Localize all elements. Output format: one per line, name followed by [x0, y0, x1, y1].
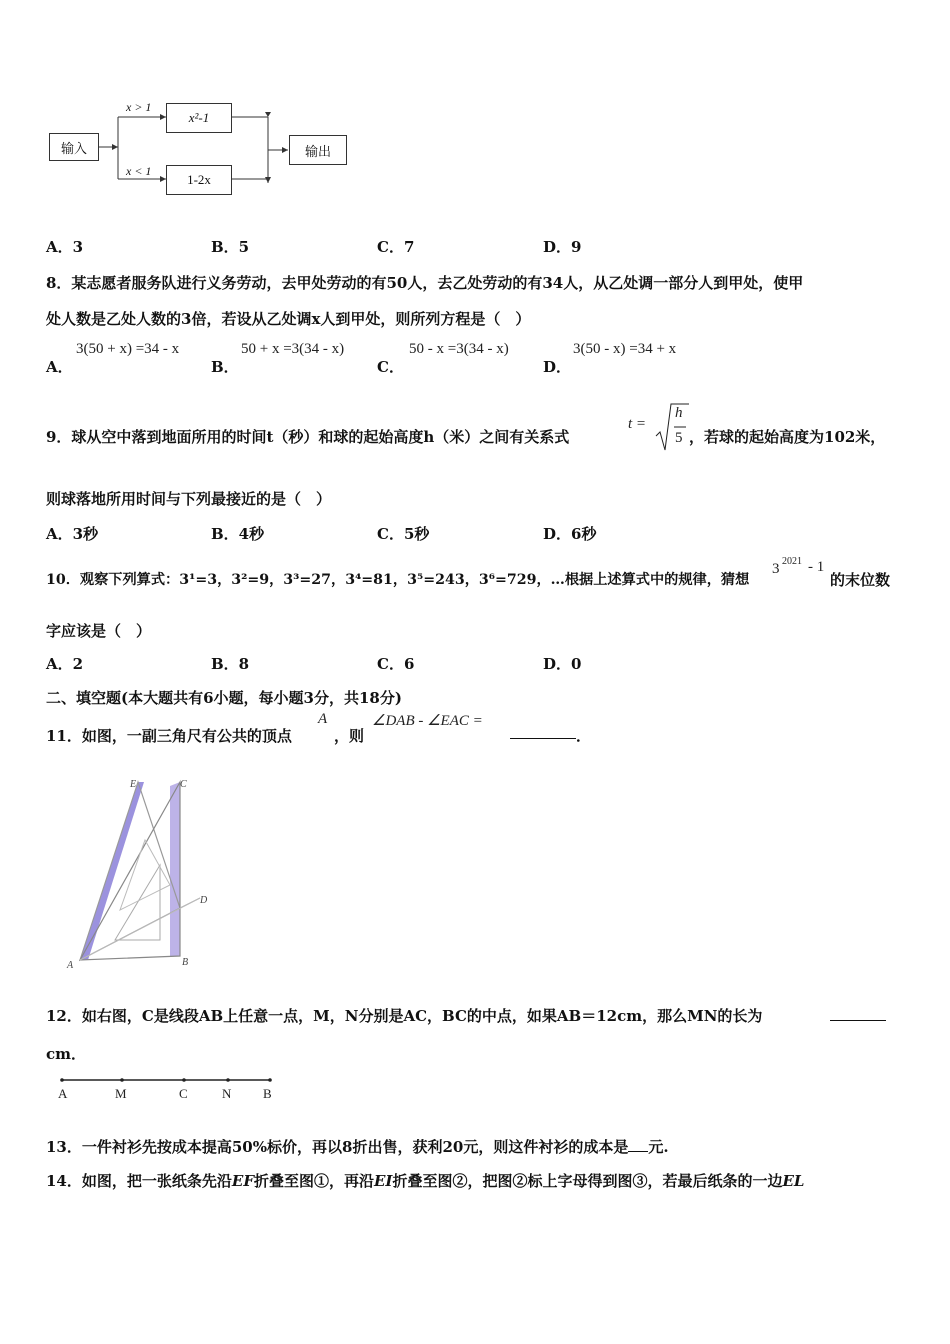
- q8-line2: 处人数是乙处人数的3倍，若设从乙处调x人到甲处，则所列方程是（ ）: [46, 310, 531, 328]
- q11-formula: ∠DAB - ∠EAC =: [372, 713, 483, 729]
- q10-power-exp: 2021: [782, 556, 802, 567]
- q9-option-a: A．3秒: [46, 525, 99, 543]
- condition-bottom: x < 1: [126, 164, 152, 178]
- point-b: B: [263, 1086, 272, 1101]
- q12-line1: 12．如右图，C是线段AB上任意一点，M，N分别是AC，BC的中点，如果AB＝12cm，那么MN的长为: [46, 1007, 763, 1025]
- q8-label-a: A．: [46, 358, 73, 376]
- q13-text: 13．一件衬衫先按成本提高50%标价，再以8折出售，获利20元，则这件衬衫的成本是: [46, 1138, 629, 1156]
- q8-formula-a: 3(50 + x) =34 - x: [76, 341, 180, 357]
- q9-formula: [628, 400, 688, 454]
- set-squares-diagram: [60, 770, 230, 975]
- q9-line2: 则球落地所用时间与下列最接近的是（ ）: [46, 490, 332, 508]
- q10-line2: 字应该是（ ）: [46, 622, 152, 640]
- sqrt-sign: [654, 402, 690, 454]
- q12-line2: cm．: [46, 1045, 87, 1063]
- q9-option-b: B．4秒: [211, 525, 265, 543]
- q10-option-d: D．0: [543, 655, 582, 673]
- q14-el: EL: [782, 1172, 805, 1190]
- q9-text-b: t（秒）和球的起始高度: [266, 428, 424, 446]
- q9-formula-num: h: [675, 405, 683, 421]
- q9-option-c: C．5秒: [377, 525, 430, 543]
- q9-line1-end: ，若球的起始高度为102米，: [689, 428, 886, 446]
- output-box: 输出: [289, 135, 347, 165]
- label-a: A: [67, 960, 74, 971]
- q9-formula-den: 5: [675, 430, 683, 446]
- point-c: C: [179, 1086, 188, 1101]
- q14-ei: EI: [374, 1172, 393, 1190]
- q9-line1: [46, 426, 569, 447]
- point-n: N: [222, 1086, 232, 1101]
- q12-answer-blank[interactable]: [830, 1020, 886, 1021]
- q11-answer-blank[interactable]: [510, 738, 576, 739]
- section-heading: 二、填空题(本大题共有6小题，每小题3分，共18分): [46, 689, 402, 707]
- q13-answer-blank[interactable]: [628, 1137, 648, 1152]
- q11-text-a: 11．如图，一副三角尺有公共的顶点: [46, 727, 292, 745]
- q7-option-a: A．3: [46, 238, 84, 256]
- q14-text-a: 14．如图，把一张纸条先沿: [46, 1172, 232, 1190]
- label-b: B: [182, 957, 189, 968]
- expr-box-top: x²-1: [166, 103, 232, 133]
- q10-option-c: C．6: [377, 655, 415, 673]
- flowchart: [40, 95, 360, 195]
- q9-text-c: h（米）之间有关系式: [423, 428, 570, 446]
- q10-power: [772, 556, 830, 586]
- q7-option-c: C．7: [377, 238, 415, 256]
- input-box: 输入: [49, 133, 99, 161]
- q12-segment-figure: [50, 1072, 280, 1104]
- q8-formula-d: 3(50 - x) =34 + x: [573, 341, 677, 357]
- q14-ef: EF: [231, 1172, 254, 1190]
- q11-text-c: ．: [576, 727, 592, 745]
- q11-var-a: A: [318, 711, 328, 727]
- q8-label-c: C．: [377, 358, 404, 376]
- q7-option-b: B．5: [211, 238, 250, 256]
- q9-text-a: 9．球从空中落到地面所用的时间: [46, 428, 267, 446]
- q11-figure: [60, 770, 230, 975]
- label-d: D: [200, 895, 208, 906]
- expr-box-bottom: 1-2x: [166, 165, 232, 195]
- q13-text-end: 元.: [648, 1138, 669, 1156]
- q14-line: [46, 1170, 804, 1191]
- condition-top: x > 1: [126, 100, 152, 114]
- q10-power-tail: - 1: [808, 559, 825, 575]
- segment-line: [50, 1072, 280, 1104]
- q14-text-b: 折叠至图①，再沿: [253, 1172, 374, 1190]
- q10-line1: 10．观察下列算式：3¹=3，3²=9，3³=27，3⁴=81，3⁵=243，3⁶=729，…根据上述算式中的规律，猜想: [46, 572, 750, 588]
- q13-line: [46, 1136, 669, 1157]
- q10-line1-end: 的末位数: [830, 571, 891, 589]
- label-e: E: [130, 779, 137, 790]
- q8-line1: 8．某志愿者服务队进行义务劳动，去甲处劳动的有50人，去乙处劳动的有34人，从乙处调一部分人到甲处，使甲: [46, 274, 804, 292]
- q10-option-a: A．2: [46, 655, 84, 673]
- point-m: M: [115, 1086, 127, 1101]
- q8-formula-b: 50 + x =3(34 - x): [241, 341, 345, 357]
- q10-power-base: 3: [772, 561, 780, 577]
- q9-option-d: D．6秒: [543, 525, 597, 543]
- q14-text-c: 折叠至图②，把图②标上字母得到图③，若最后纸条的一边: [392, 1172, 783, 1190]
- label-c: C: [180, 779, 187, 790]
- q8-label-d: D．: [543, 358, 572, 376]
- q11-text-b: ，则: [334, 727, 365, 745]
- q10-option-b: B．8: [211, 655, 250, 673]
- q8-formula-c: 50 - x =3(34 - x): [409, 341, 509, 357]
- point-a: A: [58, 1086, 68, 1101]
- q8-label-b: B．: [211, 358, 239, 376]
- q7-option-d: D．9: [543, 238, 582, 256]
- q9-formula-t: t =: [628, 416, 647, 432]
